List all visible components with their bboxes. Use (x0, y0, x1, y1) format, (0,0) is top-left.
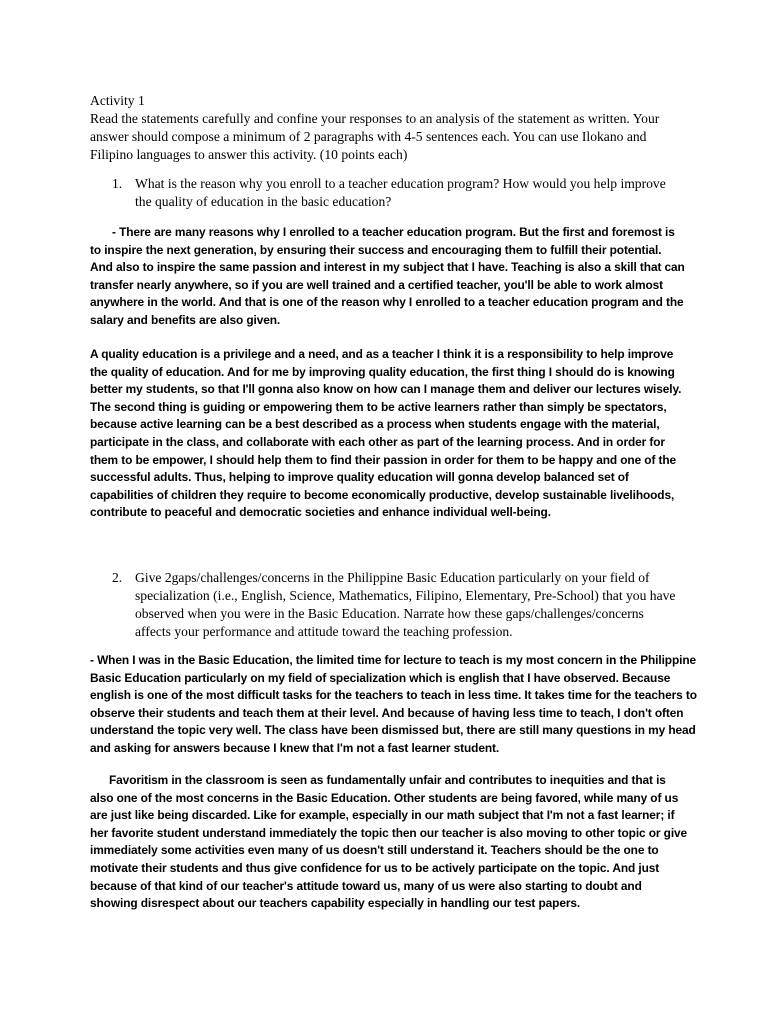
question-text: Give 2gaps/challenges/concerns in the Philippine Basic Education particularly on your field of specialization (i.e., English, Science, Mathematics, Filipino, Elementary, Pre-School) that you have observed when you were in the Basic Education. Narrate how these gaps/challenges/concerns affects your performance and attitude toward the teaching profession. (135, 570, 676, 639)
activity-title: Activity 1 (90, 93, 145, 108)
answer-paragraph: Favoritism in the classroom is seen as fundamentally unfair and contributes to inequities and that is also one of the most concerns in the Basic Education. Other students are being favored, while many of us are just like being discarded. Like for example, especially in our math subject that I'm not a fast learner; if her favorite student understand immediately the topic then our teacher is also moving to other topic or give immediately some activities even many of us doesn't still understand it. Teachers should be the one to motivate their students and thus give confidence for us to be actively participate on the topic. And just because of that kind of our teacher's attitude toward us, many of us were also starting to doubt and showing disrespect about our teachers capability especially in handling our test papers. (90, 773, 688, 911)
answer-paragraph: - When I was in the Basic Education, the limited time for lecture to teach is my most concern in the Philippine Basic Education particularly on my field of specialization which is english that I have observed. Because english is one of the most difficult tasks for the teachers to teach in less time. It takes time for the teachers to observe their students and teach them at their level. And because of having less time to teach, I don't often understand the topic very well. The class have been dismissed but, there are still many questions in my head and asking for answers because I knew that I'm not a fast learner student. (90, 653, 697, 755)
answer-paragraph: - There are many reasons why I enrolled to a teacher education program. But the first and foremost is to inspire the next generation, by ensuring their success and encouraging them to fulfill their potential. And also to inspire the same passion and interest in my subject that I have. Teaching is also a skill that can transfer nearly anywhere, so if you are well trained and a certified teacher, you'll be able to work almost anywhere in the world. And that is one of the reason why I enrolled to a teacher education program and the salary and benefits are also given. (90, 225, 685, 327)
activity-instructions: Read the statements carefully and confine your responses to an analysis of the statement as written. Your answer should compose a minimum of 2 paragraphs with 4-5 sentences each. You can use Ilokano and Filipino languages to answer this activity. (10 points each) (90, 111, 660, 162)
answer-paragraph: A quality education is a privilege and a need, and as a teacher I think it is a responsibility to help improve the quality of education. And for me by improving quality education, the first thing I should do is knowing better my students, so that I'll gonna also know on how can I manage them and deliver our lectures wisely. The second thing is guiding or empowering them to be active learners rather than simply be spectators, because active learning can be a best described as a process when students engage with the material, participate in the class, and collaborate with each other as part of the learning process. And in order for them to be empower, I should help them to find their passion in order for them to be happy and one of the successful adults. Thus, helping to improve quality education will gonna develop balanced set of capabilities of children they require to become economically productive, develop sustainable livelihoods, contribute to peaceful and democratic societies and enhance individual well-being. (90, 347, 682, 520)
question-number: 1. (112, 176, 123, 191)
question-text: What is the reason why you enroll to a teacher education program? How would you help improve the quality of education in the basic education? (135, 176, 666, 209)
question-number: 2. (112, 570, 123, 585)
